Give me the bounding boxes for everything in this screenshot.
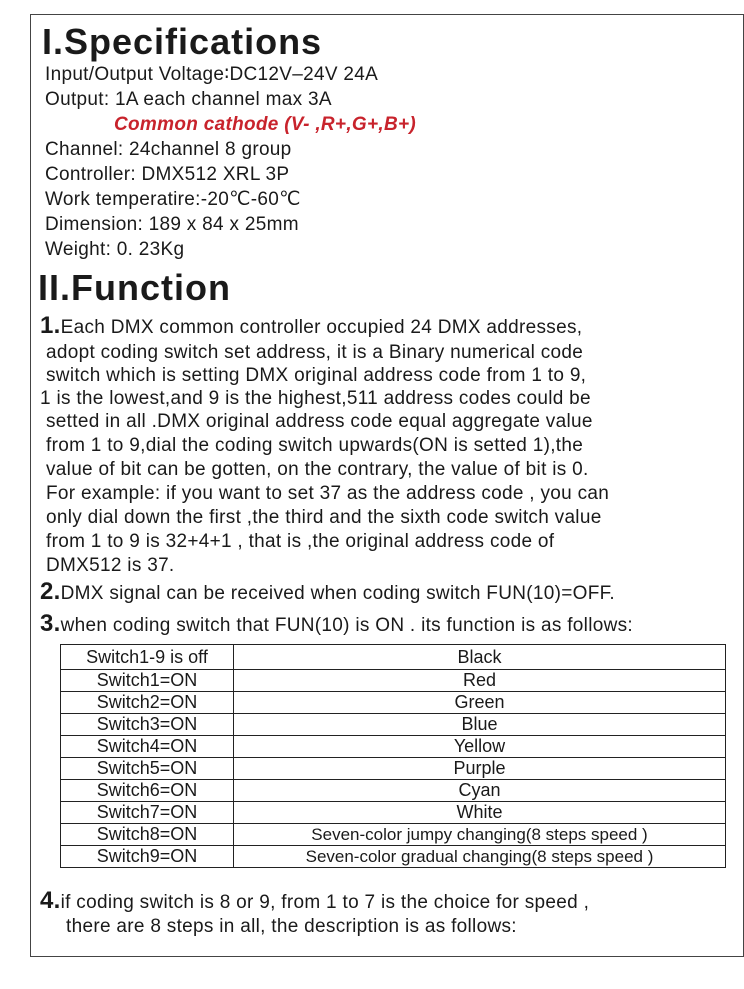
- paragraph-1-first-line: [40, 312, 583, 339]
- result-cell: Black: [234, 645, 726, 670]
- paragraph-4-number: 4.: [40, 887, 61, 914]
- switch-cell: Switch1=ON: [61, 670, 234, 692]
- spec-channel: Channel: 24channel 8 group: [45, 139, 292, 160]
- paragraph-1-line: from 1 to 9,dial the coding switch upwards(ON is setted 1),the: [46, 435, 584, 456]
- paragraph-1-number: 1.: [40, 312, 61, 339]
- function-heading: II.Function: [38, 267, 231, 308]
- paragraph-1-line: 1 is the lowest,and 9 is the highest,511 address codes could be: [40, 388, 591, 409]
- result-cell: Cyan: [234, 780, 726, 802]
- paragraph-4-line-1: if coding switch is 8 or 9, from 1 to 7 is the choice for speed ,: [60, 892, 590, 913]
- spec-controller: Controller: DMX512 XRL 3P: [45, 164, 290, 185]
- paragraph-3-text: when coding switch that FUN(10) is ON . its function is as follows:: [60, 615, 633, 636]
- switch-cell: Switch6=ON: [61, 780, 234, 802]
- result-cell: Yellow: [234, 736, 726, 758]
- result-cell: Seven-color jumpy changing(8 steps speed ): [234, 824, 726, 846]
- spec-work-temperature: Work temperatire:-20℃-60℃: [45, 189, 301, 210]
- table-row: [61, 736, 726, 758]
- switch-cell: Switch3=ON: [61, 714, 234, 736]
- switch-cell: Switch7=ON: [61, 802, 234, 824]
- table-row: [61, 645, 726, 670]
- switch-cell: Switch5=ON: [61, 758, 234, 780]
- paragraph-3-number: 3.: [40, 610, 61, 637]
- switch-cell: Switch2=ON: [61, 692, 234, 714]
- frame-bottom-rule: [30, 956, 744, 957]
- table-row: [61, 670, 726, 692]
- paragraph-1-line: Each DMX common controller occupied 24 DMX addresses,: [60, 317, 583, 338]
- switch-cell: Switch4=ON: [61, 736, 234, 758]
- paragraph-1-line: switch which is setting DMX original address code from 1 to 9,: [46, 365, 587, 386]
- paragraph-1-line: value of bit can be gotten, on the contrary, the value of bit is 0.: [46, 459, 589, 480]
- spec-output: Output: 1A each channel max 3A: [45, 89, 332, 110]
- result-cell: White: [234, 802, 726, 824]
- switch-cell: Switch1-9 is off: [61, 645, 234, 670]
- result-cell: Green: [234, 692, 726, 714]
- specifications-heading: I.Specifications: [42, 21, 323, 62]
- paragraph-1-line: DMX512 is 37.: [46, 555, 175, 576]
- paragraph-1-line: For example: if you want to set 37 as the address code , you can: [46, 483, 610, 504]
- table-row: [61, 802, 726, 824]
- paragraph-1-line: adopt coding switch set address, it is a Binary numerical code: [46, 342, 584, 363]
- switch-function-table: [60, 644, 726, 868]
- switch-cell: Switch8=ON: [61, 824, 234, 846]
- result-cell: Seven-color gradual changing(8 steps speed ): [234, 846, 726, 868]
- paragraph-1-line: from 1 to 9 is 32+4+1 , that is ,the original address code of: [46, 531, 555, 552]
- result-cell: Red: [234, 670, 726, 692]
- spec-dimension: Dimension: 189 x 84 x 25mm: [45, 214, 299, 235]
- switch-cell: Switch9=ON: [61, 846, 234, 868]
- table-row: [61, 714, 726, 736]
- result-cell: Blue: [234, 714, 726, 736]
- paragraph-2-number: 2.: [40, 578, 61, 605]
- table-row: [61, 780, 726, 802]
- table-row: [61, 692, 726, 714]
- paragraph-3: [40, 610, 633, 637]
- table-row: [61, 846, 726, 868]
- paragraph-4: [40, 887, 590, 914]
- result-cell: Purple: [234, 758, 726, 780]
- table-row: [61, 758, 726, 780]
- paragraph-1-line: setted in all .DMX original address code equal aggregate value: [46, 411, 593, 432]
- spec-voltage: Input/Output Voltage∶DC12V–24V 24A: [45, 64, 379, 85]
- table-row: [61, 824, 726, 846]
- spec-common-cathode: Common cathode (V- ,R+,G+,B+): [114, 114, 417, 135]
- paragraph-4-line-2: there are 8 steps in all, the description is as follows:: [66, 916, 517, 937]
- paragraph-2-text: DMX signal can be received when coding switch FUN(10)=OFF.: [60, 583, 615, 604]
- spec-weight: Weight: 0. 23Kg: [45, 239, 185, 260]
- paragraph-1-line: only dial down the first ,the third and the sixth code switch value: [46, 507, 602, 528]
- paragraph-2: [40, 578, 615, 605]
